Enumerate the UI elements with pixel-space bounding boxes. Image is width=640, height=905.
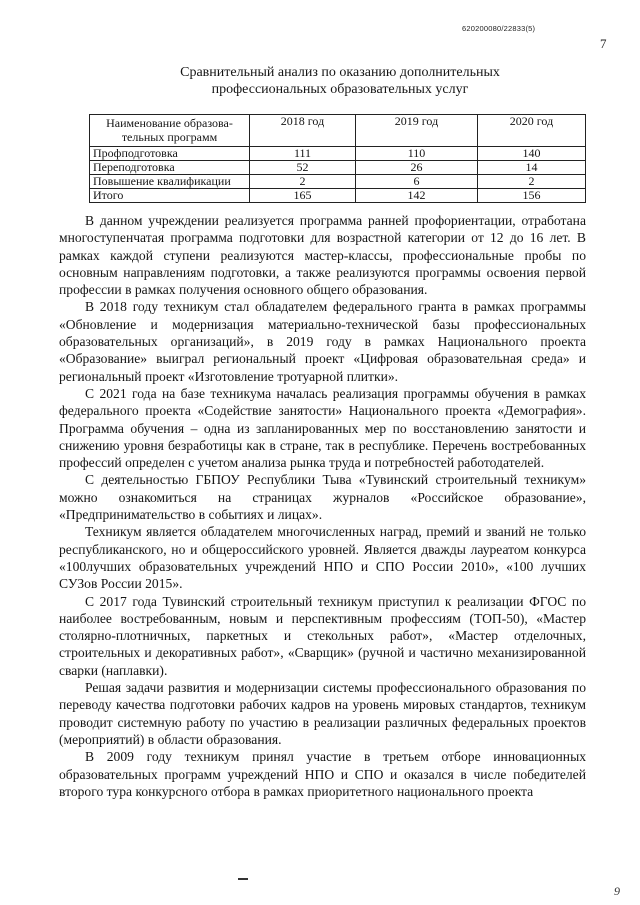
cell-2018: 2 — [250, 175, 356, 189]
cell-2019: 6 — [356, 175, 478, 189]
paragraph-employment-project: С 2021 года на базе техникума началась реализация программы обучения в рамках федерального проекта «Содействие занятости» Национального проекта «Демография». Программа обучения – одна из запланированных мер по восстановлению занятости и снижению уровня безработицы как в стране, так в республике. Перечень востребованных профессий определен с учетом анализа рынка труда и потребностей работодателей. — [59, 385, 586, 471]
table-row — [90, 147, 586, 161]
document-id: 620200080/22833(5) — [462, 24, 536, 33]
cell-2018: 52 — [250, 161, 356, 175]
column-header-2018: 2018 год — [250, 115, 356, 147]
column-header-2019: 2019 год — [356, 115, 478, 147]
table-row — [90, 175, 586, 189]
page-number: 7 — [600, 36, 607, 51]
paragraph-innovation-selection: В 2009 году техникум принял участие в третьем отборе инновационных образовательных программ учреждений НПО и СПО и оказался в числе победителей второго тура конкурсного отбора в рамках приоритетного национального проекта — [59, 749, 586, 799]
column-header-program-line-2: тельных программ — [121, 130, 218, 144]
table-row — [90, 161, 586, 175]
handwritten-mark: 9 — [614, 884, 620, 898]
paragraph-fgos-top50: С 2017 года Тувинский строительный техникум приступил к реализации ФГОС по наиболее востребованным, новым и перспективным профессиям (ТОП-50), «Мастер столярно-плотничных, паркетных и стекольных работ», «Мастер отделочных, строительных и декоративных работ», «Сварщик» (ручной и частично механизированной сварки (наплавки). — [59, 593, 586, 678]
column-header-program-line-1: Наименование образова- — [106, 116, 233, 130]
row-label: Повышение квалификации — [90, 175, 250, 189]
cell-2020: 14 — [478, 161, 586, 175]
paragraph-federal-grant: В 2018 году техникум стал обладателем федерального гранта в рамках программы «Обновление и модернизация материально-технической базы профессиональных образовательных организаций», в 2019 году в рамках Национального проекта «Образование» выиграл региональный проект «Цифровая образовательная среда» и региональный проект «Изготовление тротуарной плитки». — [59, 299, 586, 384]
paragraph-journals: С деятельностью ГБПОУ Республики Тыва «Тувинский строительный техникум» можно ознакомиться на страницах журналов «Российское образование», «Предпринимательство в событиях и лицах». — [59, 472, 586, 523]
column-header-program — [90, 115, 250, 147]
paragraph-awards: Техникум является обладателем многочисленных наград, премий и званий не только республиканского, но и общероссийского уровней. Является дважды лауреатом конкурса «100лучших образовательных учреждений НПО и СПО России 2010», «100 лучших СУЗов России 2015». — [59, 524, 586, 592]
scan-mark — [238, 878, 248, 880]
cell-2019: 110 — [356, 147, 478, 161]
table-row-total — [90, 189, 586, 203]
paragraph-modernization: Решая задачи развития и модернизации системы профессионального образования по переводу качества подготовки рабочих кадров на уровень мировых стандартов, техникум проводит системную работу по участию в реализации различных федеральных проектов (мероприятий) в области образования. — [59, 680, 586, 747]
row-label: Итого — [90, 189, 250, 203]
cell-2020: 156 — [478, 189, 586, 203]
comparison-table — [89, 114, 586, 203]
body-text — [59, 212, 586, 800]
cell-2020: 140 — [478, 147, 586, 161]
title-line-2: профессиональных образовательных услуг — [211, 82, 469, 97]
paragraph-program-profession-orientation: В данном учреждении реализуется программа ранней профориентации, отработана многоступенчатая программа подготовки для возрастной категории от 12 до 16 лет. В рамках каждой ступени реализуются мастер-классы, профессиональные пробы по основным направлениям подготовки, а также реализуются программы освоения первой профессии в рамках получения основного общего образования. — [59, 213, 586, 298]
cell-2020: 2 — [478, 175, 586, 189]
cell-2019: 142 — [356, 189, 478, 203]
page-title — [100, 64, 580, 98]
cell-2018: 111 — [250, 147, 356, 161]
cell-2019: 26 — [356, 161, 478, 175]
cell-2018: 165 — [250, 189, 356, 203]
title-line-1: Сравнительный анализ по оказанию дополнительных — [180, 65, 500, 80]
row-label: Переподготовка — [90, 161, 250, 175]
table-header-row — [90, 115, 586, 147]
column-header-2020: 2020 год — [478, 115, 586, 147]
row-label: Профподготовка — [90, 147, 250, 161]
